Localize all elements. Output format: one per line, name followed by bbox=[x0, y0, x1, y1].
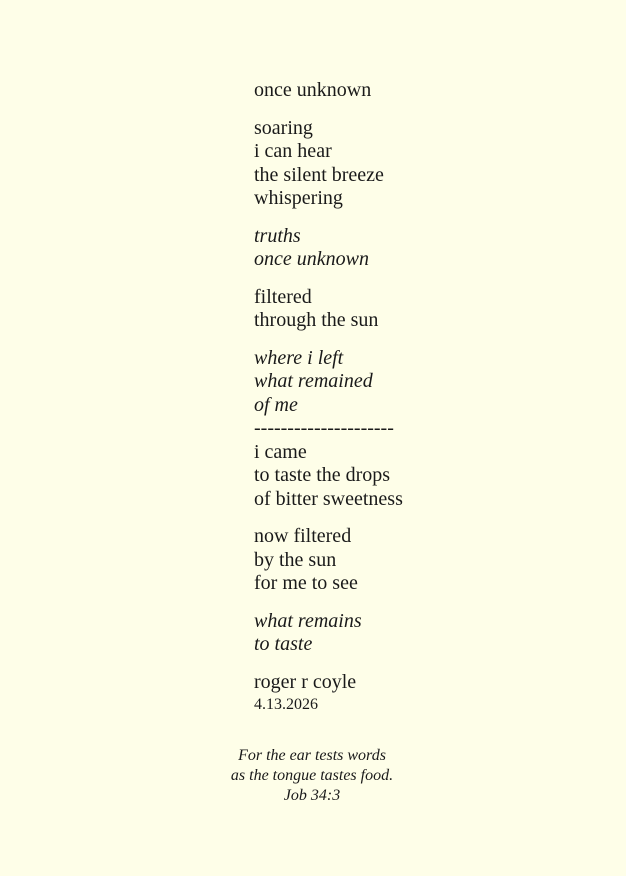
author-name: roger r coyle bbox=[254, 670, 357, 693]
poem-title-stanza bbox=[254, 79, 594, 103]
section-divider: --------------------- bbox=[254, 417, 394, 439]
poem-line: i came bbox=[254, 440, 307, 463]
epigraph-line: For the ear tests words bbox=[238, 747, 386, 764]
poem-line: once unknown bbox=[254, 248, 369, 270]
poem-line: i can hear bbox=[254, 140, 332, 162]
stanza-1 bbox=[254, 117, 594, 211]
stanza-3 bbox=[254, 286, 594, 333]
poem-line: of bitter sweetness bbox=[254, 487, 403, 510]
epigraph-block bbox=[222, 746, 402, 806]
epigraph-citation: Job 34:3 bbox=[283, 787, 341, 804]
poem-line: to taste the drops bbox=[254, 464, 391, 486]
poem-title: once unknown bbox=[254, 79, 372, 101]
stanza-5 bbox=[254, 441, 594, 512]
poem-line: filtered bbox=[254, 285, 312, 308]
epigraph-line: as the tongue tastes food. bbox=[230, 767, 394, 784]
poem-line: soaring bbox=[254, 116, 313, 139]
poem-line: what remains bbox=[254, 609, 362, 632]
poem-line: now filtered bbox=[254, 525, 352, 547]
poem-line: of me bbox=[254, 393, 298, 416]
poem-line: whispering bbox=[254, 187, 343, 209]
poem bbox=[254, 79, 594, 729]
poem-line: through the sun bbox=[254, 309, 379, 331]
poem-line: for me to see bbox=[254, 572, 358, 594]
poem-date: 4.13.2026 bbox=[254, 696, 318, 713]
poem-line: by the sun bbox=[254, 548, 337, 571]
stanza-4 bbox=[254, 347, 594, 418]
stanza-6 bbox=[254, 525, 594, 596]
poem-line: truths bbox=[254, 224, 301, 247]
stanza-7 bbox=[254, 610, 594, 657]
poem-line: what remained bbox=[254, 370, 373, 392]
stanza-2 bbox=[254, 225, 594, 272]
poem-line: to taste bbox=[254, 633, 313, 655]
epigraph bbox=[0, 746, 626, 806]
poem-line: where i left bbox=[254, 346, 344, 369]
signature-block bbox=[254, 671, 594, 716]
poem-line: the silent breeze bbox=[254, 163, 384, 186]
